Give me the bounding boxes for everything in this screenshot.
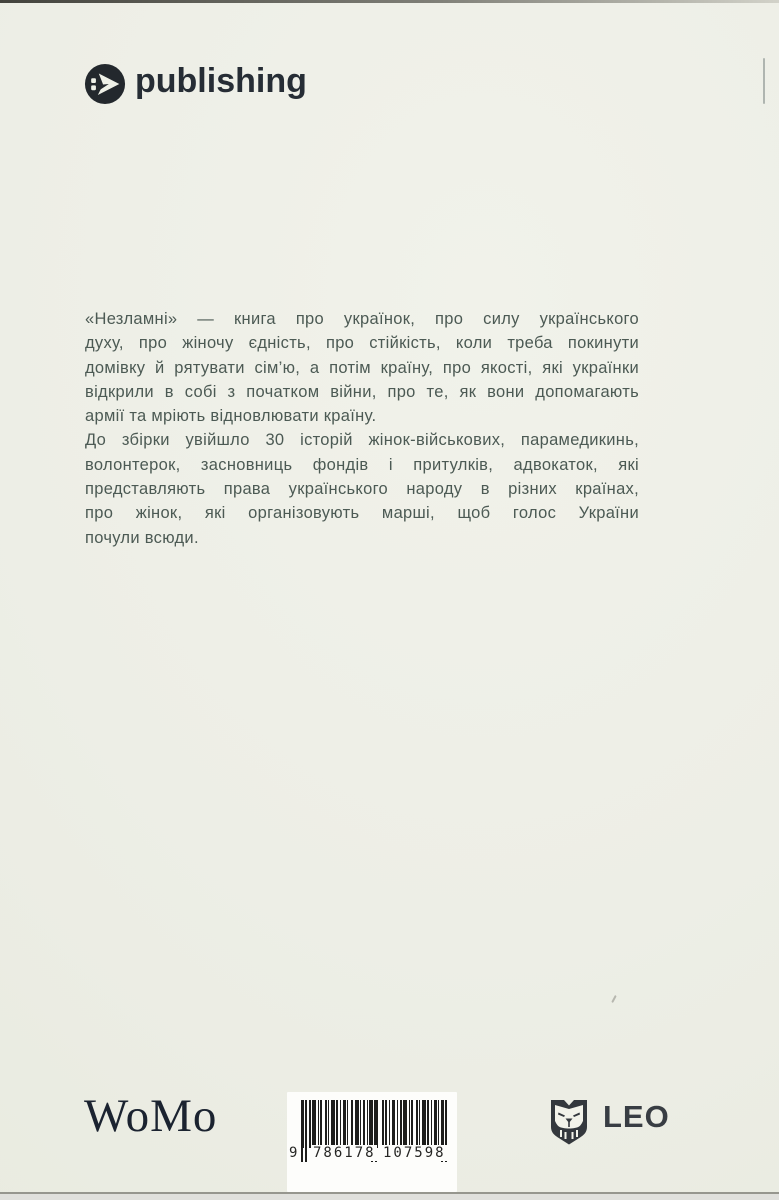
blurb-line: домівку й рятувати сім’ю, а потім країну, про якості, які українки (85, 358, 639, 377)
right-edge-mark (763, 58, 765, 104)
blurb-line: До збірки увійшло 30 історій жінок-військових, парамедикинь, (85, 431, 639, 450)
blurb-line: почули всюди. (85, 528, 199, 547)
blurb-line: представляють права українського народу в різних країнах, (85, 480, 639, 499)
book-blurb (85, 307, 639, 550)
barcode-digits-left: 786178 (313, 1145, 376, 1161)
lion-shield-icon (549, 1099, 589, 1146)
surface-speck (611, 995, 617, 1003)
leo-logo (549, 1099, 670, 1146)
blurb-line: армії та мріють відновлювати країну. (85, 407, 377, 426)
bottom-edge-shadow (0, 1192, 779, 1200)
blurb-line: «Незламні» — книга про українок, про силу українського (85, 310, 639, 328)
blurb-line: про жінок, які організовують марші, щоб голос України (85, 504, 639, 523)
barcode (287, 1092, 457, 1192)
publisher-logo (84, 63, 307, 105)
publisher-logo-text: publishing (135, 62, 307, 100)
blurb-line: духу, про жіночу єдність, про стійкість, коли треба покинути (85, 334, 639, 353)
leo-logo-text: LEO (603, 1099, 670, 1134)
send-arrow-icon (84, 63, 126, 105)
barcode-digit-prefix: 9 (289, 1145, 300, 1161)
barcode-digits-right: 107598 (383, 1145, 446, 1161)
blurb-line: волонтерок, засновниць фондів і притулків, адвокаток, які (85, 455, 639, 474)
top-edge-shadow (0, 0, 779, 3)
womo-logo: WoMo (84, 1090, 218, 1142)
blurb-line: відкрили в собі з початком війни, про те, як вони допомагають (85, 382, 639, 401)
